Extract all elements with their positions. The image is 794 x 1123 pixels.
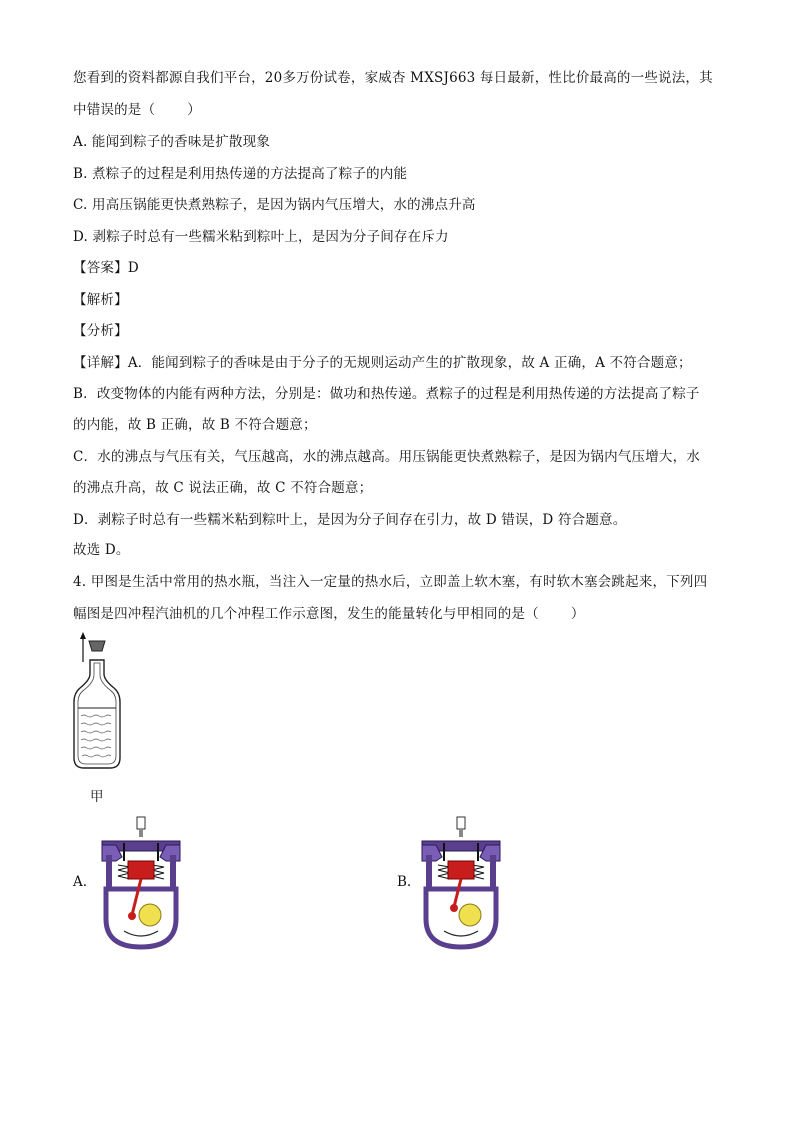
cylinder-wall-left xyxy=(426,855,432,891)
option-b-label: B. xyxy=(397,874,412,890)
bottle-outline xyxy=(74,660,120,768)
thermos-figure xyxy=(70,630,130,775)
cylinder-wall-right xyxy=(490,855,496,891)
detail-a xyxy=(73,351,692,371)
crank-pin xyxy=(450,904,458,912)
detail-a-text: A．能闻到粽子的香味是由于分子的无规则运动产生的扩散现象，故 A 正确，A 不符合题意； xyxy=(127,355,692,371)
detail-c-line-2: 的沸点升高，故 C 说法正确，故 C 不符合题意； xyxy=(73,480,373,496)
detail-b-line-2: 的内能，故 B 正确，故 B 不符合题意； xyxy=(73,417,317,433)
question-4-line-2 xyxy=(73,602,585,622)
piston xyxy=(448,861,474,879)
option-a: A. 能闻到粽子的香味是扩散现象 xyxy=(73,134,271,150)
detail-label: 【详解】 xyxy=(73,355,128,371)
crank-wheel xyxy=(139,904,161,926)
question-4-stem: 幅图是四冲程汽油机的几个冲程工作示意图，发生的能量转化与甲相同的是（ xyxy=(73,606,539,622)
question-stem: 中错误的是（ xyxy=(73,102,156,118)
engine-diagram-a xyxy=(96,815,186,953)
spark-plug-icon xyxy=(137,817,145,837)
question-4-stem-close: ） xyxy=(570,606,585,622)
question-4-line-1: 4. 甲图是生活中常用的热水瓶，当注入一定量的热水后，立即盖上软木塞，有时软木塞会跳起来，下列四 xyxy=(73,574,708,590)
piston xyxy=(128,861,154,879)
spark-plug-icon xyxy=(457,817,465,837)
intro-line-2 xyxy=(73,98,201,118)
detail-conclusion: 故选 D。 xyxy=(73,542,130,558)
answer-label: 【答案】 xyxy=(73,260,128,276)
detail-d: D．剥粽子时总有一些糯米粘到粽叶上，是因为分子间存在引力，故 D 错误，D 符合题意。 xyxy=(73,512,627,528)
option-b: B. 煮粽子的过程是利用热传递的方法提高了粽子的内能 xyxy=(73,166,408,182)
figure-jia-label: 甲 xyxy=(90,789,104,805)
detail-b-line-1: B．改变物体的内能有两种方法，分别是：做功和热传递。煮粽子的过程是利用热传递的方法提高了粽子 xyxy=(73,386,700,402)
option-c: C. 用高压锅能更快煮熟粽子，是因为锅内气压增大，水的沸点升高 xyxy=(73,197,476,213)
analysis-label: 【解析】 xyxy=(73,292,128,308)
question-stem-close: ） xyxy=(187,102,201,118)
answer-line xyxy=(73,256,139,276)
crank-wheel xyxy=(459,904,481,926)
detail-c-line-1: C．水的沸点与气压有关，气压越高，水的沸点越高。用压锅能更快煮熟粽子，是因为锅内气压增大，水 xyxy=(73,449,701,465)
option-d: D. 剥粽子时总有一些糯米粘到粽叶上，是因为分子间存在斥力 xyxy=(73,229,449,245)
cork-stopper xyxy=(89,641,105,651)
cylinder-wall-left xyxy=(106,855,112,891)
option-a-label: A. xyxy=(73,874,88,890)
fenxi-label: 【分析】 xyxy=(73,323,128,339)
intro-line-1: 您看到的资料都源自我们平台，20多万份试卷，家威杏 MXSJ663 每日最新，性比价最高的一些说法，其 xyxy=(73,70,713,86)
engine-diagram-b xyxy=(416,815,506,953)
crank-pin xyxy=(128,912,136,920)
arrow-up-icon xyxy=(80,632,86,662)
cylinder-wall-right xyxy=(170,855,176,891)
answer-value: D xyxy=(127,260,139,276)
